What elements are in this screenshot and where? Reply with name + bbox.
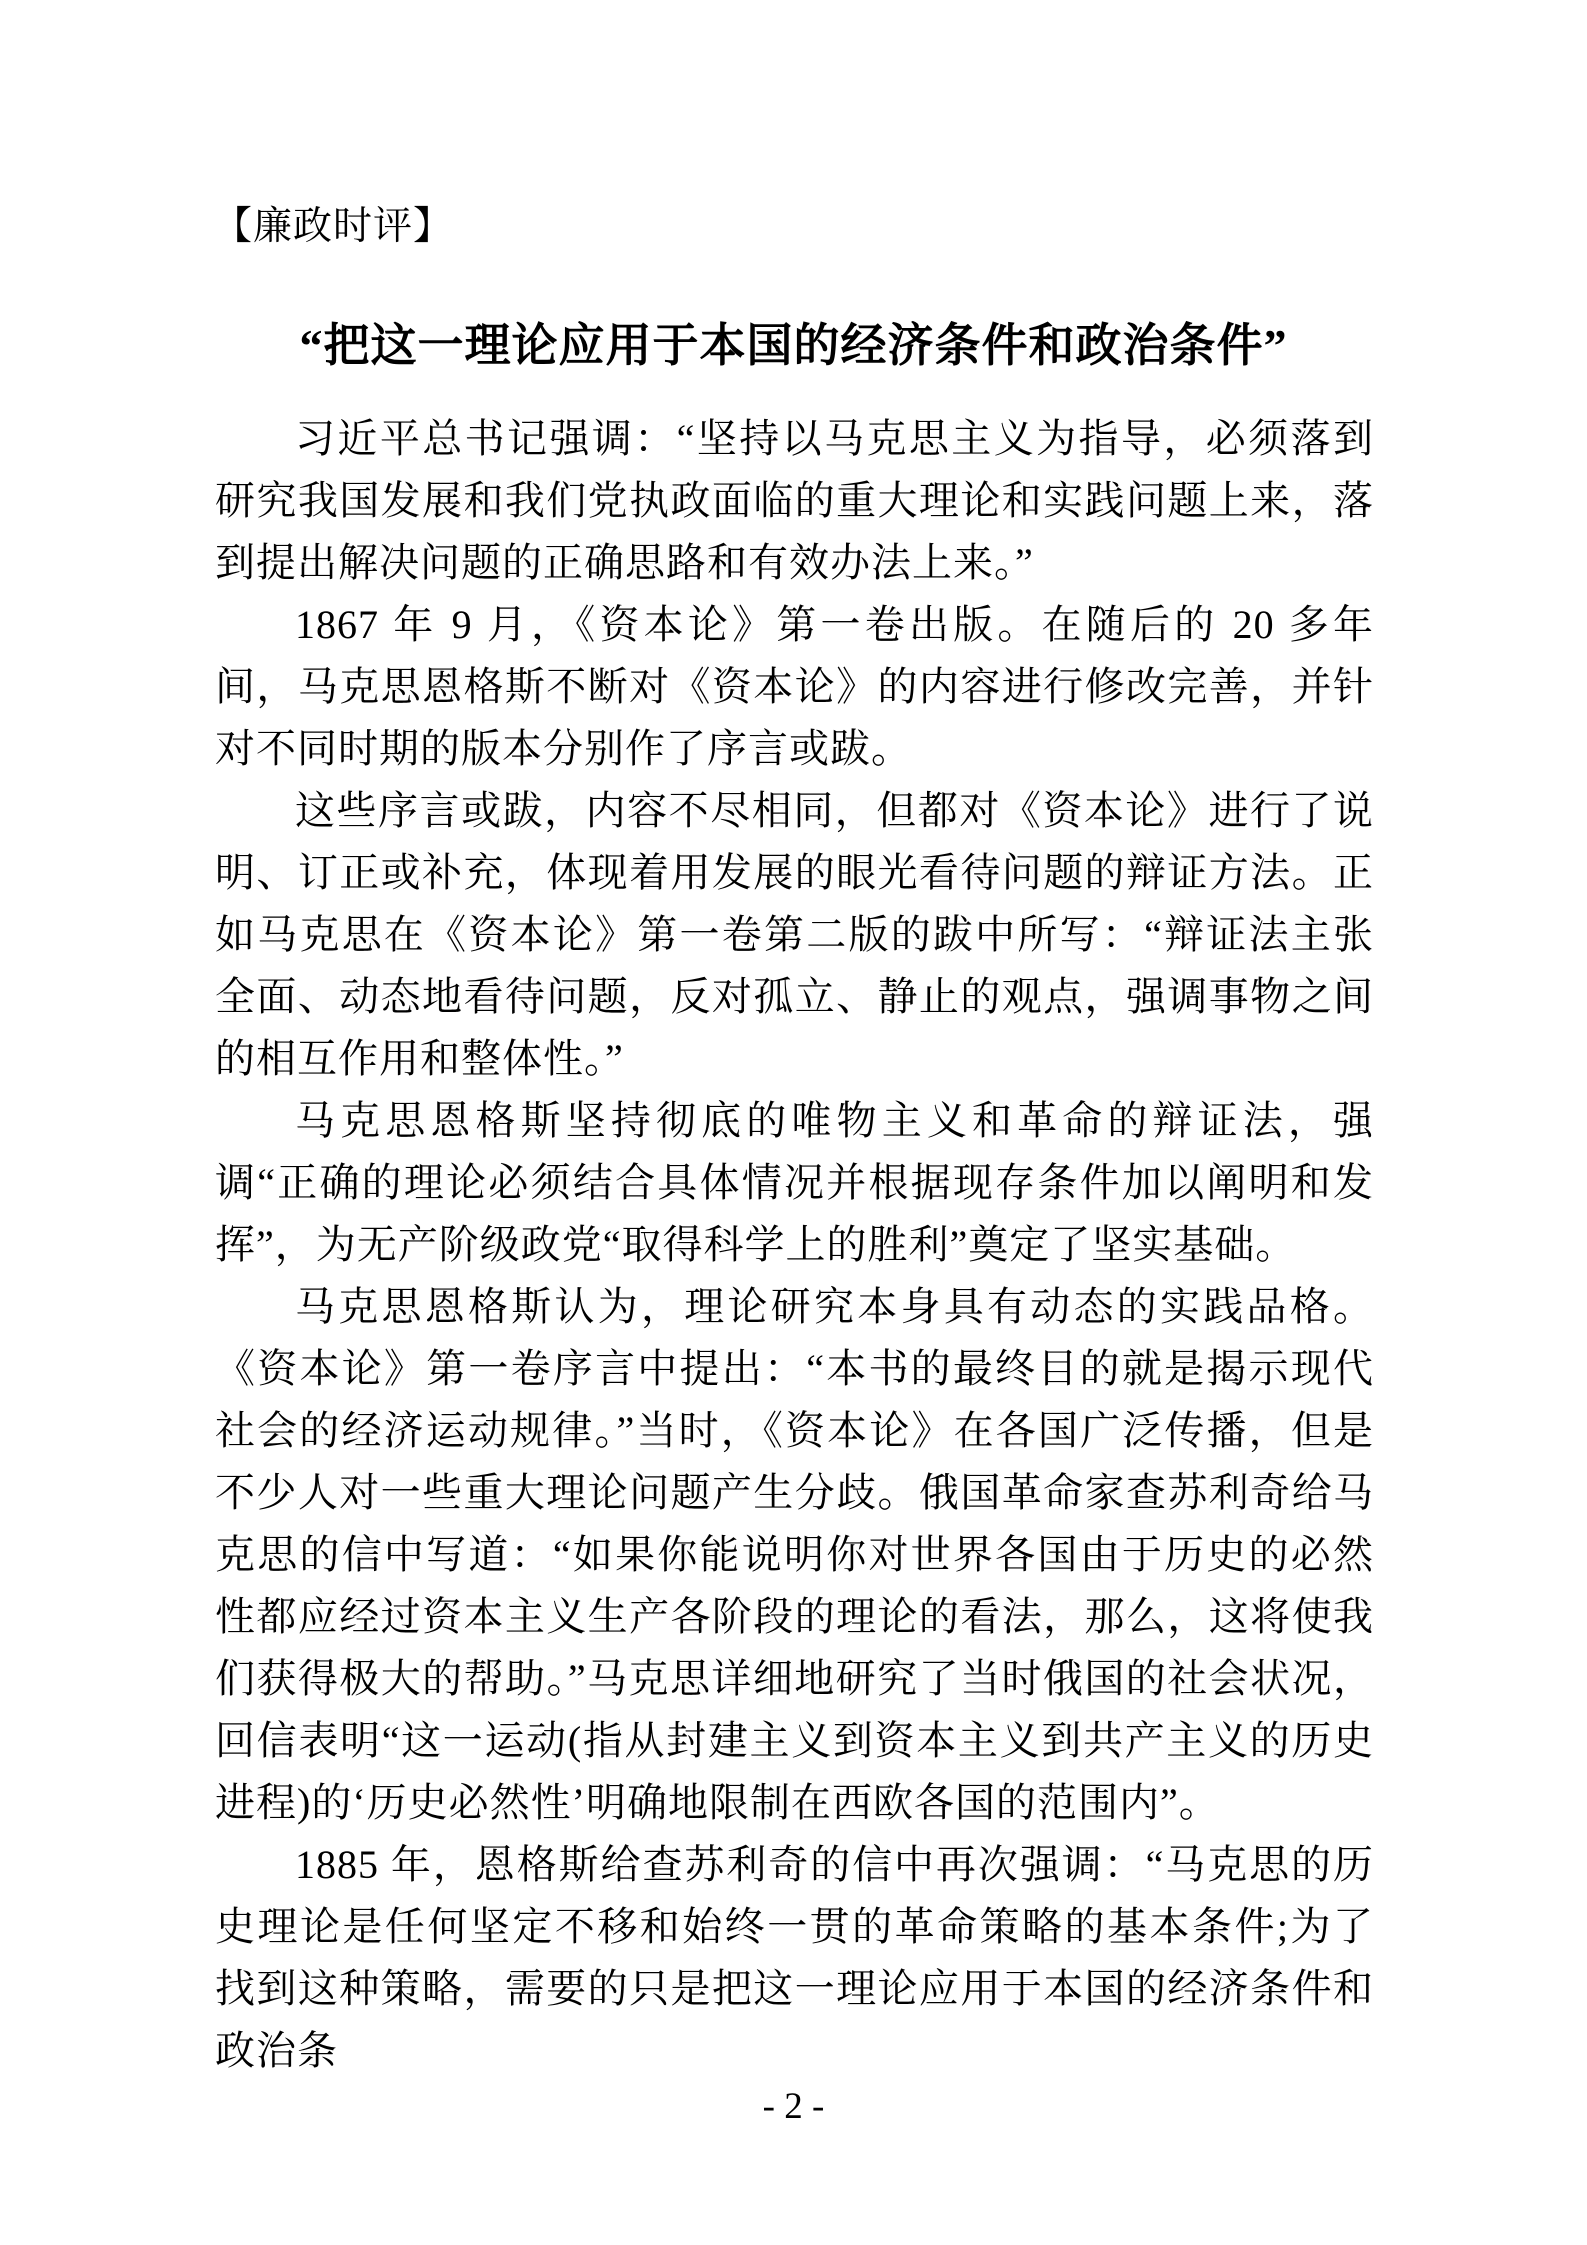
paragraph-3: 这些序言或跋，内容不尽相同，但都对《资本论》进行了说明、订正或补充，体现着用发展的眼光看待问题的辩证方法。正如马克思在《资本论》第一卷第二版的跋中所写：“辩证法主张全面、动态地看待问题，反对孤立、静止的观点，强调事物之间的相互作用和整体性。” (215, 788, 1374, 1081)
paragraph-5: 马克思恩格斯认为，理论研究本身具有动态的实践品格。《资本论》第一卷序言中提出：“本书的最终目的就是揭示现代社会的经济运动规律。”当时，《资本论》在各国广泛传播，但是不少人对一些重大理论问题产生分歧。俄国革命家查苏利奇给马克思的信中写道：“如果你能说明你对世界各国由于历史的必然性都应经过资本主义生产各阶段的理论的看法，那么，这将使我们获得极大的帮助。”马克思详细地研究了当时俄国的社会状况，回信表明“这一运动(指从封建主义到资本主义到共产主义的历史进程)的‘历史必然性’明确地限制在西欧各国的范围内”。 (215, 1284, 1374, 1825)
page-number: - 2 - (762, 2086, 825, 2127)
paragraph-1: 习近平总书记强调：“坚持以马克思主义为指导，必须落到研究我国发展和我们党执政面临的重大理论和实践问题上来，落到提出解决问题的正确思路和有效办法上来。” (215, 416, 1374, 585)
section-tag: 【廉政时评】 (213, 205, 454, 248)
paragraph-4: 马克思恩格斯坚持彻底的唯物主义和革命的辩证法，强调“正确的理论必须结合具体情况并根据现存条件加以阐明和发挥”，为无产阶级政党“取得科学上的胜利”奠定了坚实基础。 (215, 1098, 1374, 1267)
paragraph-6: 1885 年，恩格斯给查苏利奇的信中再次强调：“马克思的历史理论是任何坚定不移和始终一贯的革命策略的基本条件;为了找到这种策略，需要的只是把这一理论应用于本国的经济条件和政治条 (215, 1842, 1374, 2073)
page-title: “把这一理论应用于本国的经济条件和政治条件” (299, 320, 1288, 371)
article-body (215, 408, 1374, 2082)
paragraph-2: 1867 年 9 月，《资本论》第一卷出版。在随后的 20 多年间，马克思恩格斯不断对《资本论》的内容进行修改完善，并针对不同时期的版本分别作了序言或跋。 (215, 602, 1374, 771)
